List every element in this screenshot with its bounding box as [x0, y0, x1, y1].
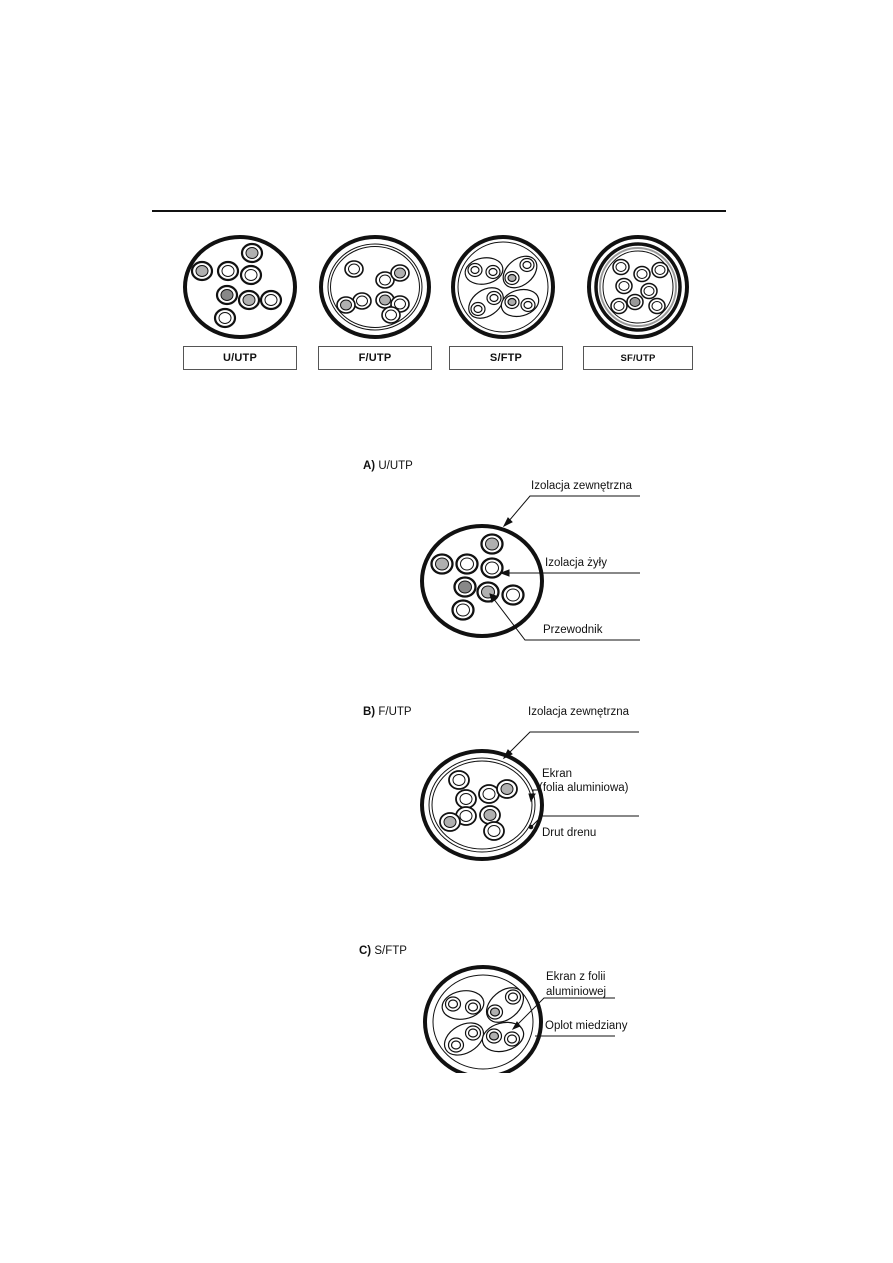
panel-b-letter: B): [363, 706, 376, 718]
panel-a-name: U/UTP: [378, 460, 413, 472]
type-label-sf-utp: SF/UTP: [583, 346, 693, 370]
panel-a-diagram: [420, 478, 650, 648]
u-utp-cross-section: [182, 234, 298, 340]
type-label-s-ftp: S/FTP: [449, 346, 563, 370]
panel-a-callout-wire-insulation: Izolacja żyły: [545, 557, 607, 569]
panel-a-letter: A): [363, 460, 376, 472]
panel-b-callout-outer-insulation: Izolacja zewnętrzna: [528, 706, 629, 718]
panel-a-callout-conductor: Przewodnik: [543, 624, 603, 636]
panel-a-callout-outer-insulation: Izolacja zewnętrzna: [531, 480, 632, 492]
sf-utp-cross-section: [586, 234, 690, 340]
panel-c-letter: C): [359, 945, 372, 957]
panel-a-title: [363, 460, 413, 472]
panel-c-callout-copper-braid: Oplot miedziany: [545, 1020, 628, 1032]
f-utp-cross-section: [318, 234, 432, 340]
panel-c-name: S/FTP: [374, 945, 407, 957]
panel-c-callout-foil-shield-1: Ekran z folii: [546, 971, 606, 983]
panel-b-callout-drain-wire: Drut drenu: [542, 827, 597, 839]
panel-b-title: [363, 706, 412, 718]
panel-b-callout-foil: (folia aluminiowa): [539, 782, 629, 794]
panel-b-callout-shield: Ekran: [542, 768, 573, 780]
top-rule: [152, 210, 726, 212]
type-label-u-utp: U/UTP: [183, 346, 297, 370]
panel-c-callout-foil-shield-2: aluminiowej: [546, 986, 607, 998]
panel-b-name: F/UTP: [378, 706, 412, 718]
type-label-f-utp: F/UTP: [318, 346, 432, 370]
s-ftp-cross-section: [450, 234, 556, 340]
panel-c-title: [359, 945, 407, 957]
